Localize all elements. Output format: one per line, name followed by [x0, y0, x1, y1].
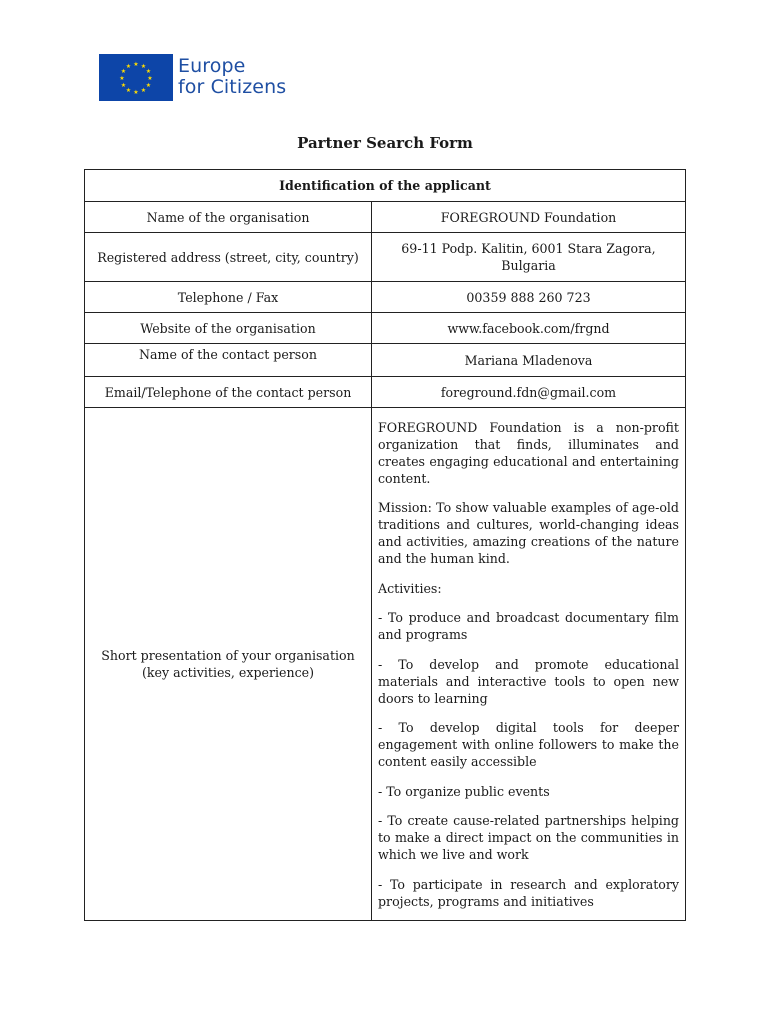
eu-flag-icon [99, 54, 173, 101]
svg-text:★: ★ [145, 81, 152, 89]
presentation-paragraph: - To organize public events [378, 783, 550, 799]
presentation-paragraph: - To develop digital tools for deeper engagement with online followers to make the content easily accessible [378, 720, 679, 769]
page-title: Partner Search Form [297, 134, 473, 152]
presentation-paragraph: Activities: [378, 580, 442, 596]
presentation-paragraph: Mission: To show valuable examples of age-old traditions and cultures, world-changing ideas and activities, amazing creations of the nature and the human kind. [378, 500, 679, 566]
row-value-organisation-name: FOREGROUND Foundation [372, 202, 686, 233]
svg-text:★: ★ [140, 86, 147, 94]
row-value-contact-person: Mariana Mladenova [372, 344, 686, 377]
partner-search-table [84, 169, 686, 921]
presentation-paragraph: FOREGROUND Foundation is a non-profit organization that finds, illuminates and creates engaging educational and entertaining content. [378, 419, 679, 486]
svg-text:★: ★ [147, 74, 153, 82]
row-value-presentation [372, 408, 686, 921]
row-label-address: Registered address (street, city, country) [85, 233, 372, 282]
svg-text:★: ★ [140, 62, 147, 70]
svg-text:★: ★ [120, 67, 127, 75]
table-row [85, 408, 686, 921]
row-label-organisation-name: Name of the organisation [85, 202, 372, 233]
table-row [85, 377, 686, 408]
svg-text:★: ★ [133, 60, 139, 68]
europe-for-citizens-logo [99, 52, 309, 102]
table-header: Identification of the applicant [85, 170, 686, 202]
presentation-paragraph: - To create cause-related partnerships helping to make a direct impact on the communities in which we live and work [378, 813, 679, 862]
presentation-label-line-1: Short presentation of your organisation [101, 648, 355, 663]
presentation-paragraph: - To participate in research and exploratory projects, programs and initiatives [378, 876, 679, 909]
row-value-website: www.facebook.com/frgnd [372, 313, 686, 344]
logo-line-1: Europe [178, 55, 246, 77]
logo-line-2: for Citizens [178, 76, 287, 98]
svg-text:★: ★ [125, 62, 132, 70]
table-row [85, 344, 686, 377]
eu-stars-icon [99, 54, 173, 101]
presentation-paragraph: - To produce and broadcast documentary film and programs [378, 610, 679, 642]
svg-text:★: ★ [125, 86, 132, 94]
table-row [85, 233, 686, 282]
svg-text:★: ★ [120, 81, 127, 89]
row-value-telephone: 00359 888 260 723 [372, 282, 686, 313]
row-label-website: Website of the organisation [85, 313, 372, 344]
logo-text [178, 56, 286, 98]
row-label-contact-person: Name of the contact person [85, 344, 372, 377]
svg-text:★: ★ [145, 67, 152, 75]
presentation-label-line-2: (key activities, experience) [141, 665, 315, 680]
table-row [85, 313, 686, 344]
table-row [85, 282, 686, 313]
row-label-telephone: Telephone / Fax [85, 282, 372, 313]
row-value-contact-email: foreground.fdn@gmail.com [372, 377, 686, 408]
table-row [85, 202, 686, 233]
presentation-paragraph: - To develop and promote educational materials and interactive tools to open new doors to learning [378, 656, 679, 706]
row-label-contact-email: Email/Telephone of the contact person [85, 377, 372, 408]
svg-text:★: ★ [119, 74, 125, 82]
row-label-presentation [85, 408, 372, 921]
row-value-address: 69-11 Podp. Kalitin, 6001 Stara Zagora, Bulgaria [372, 233, 686, 282]
svg-text:★: ★ [133, 88, 139, 96]
